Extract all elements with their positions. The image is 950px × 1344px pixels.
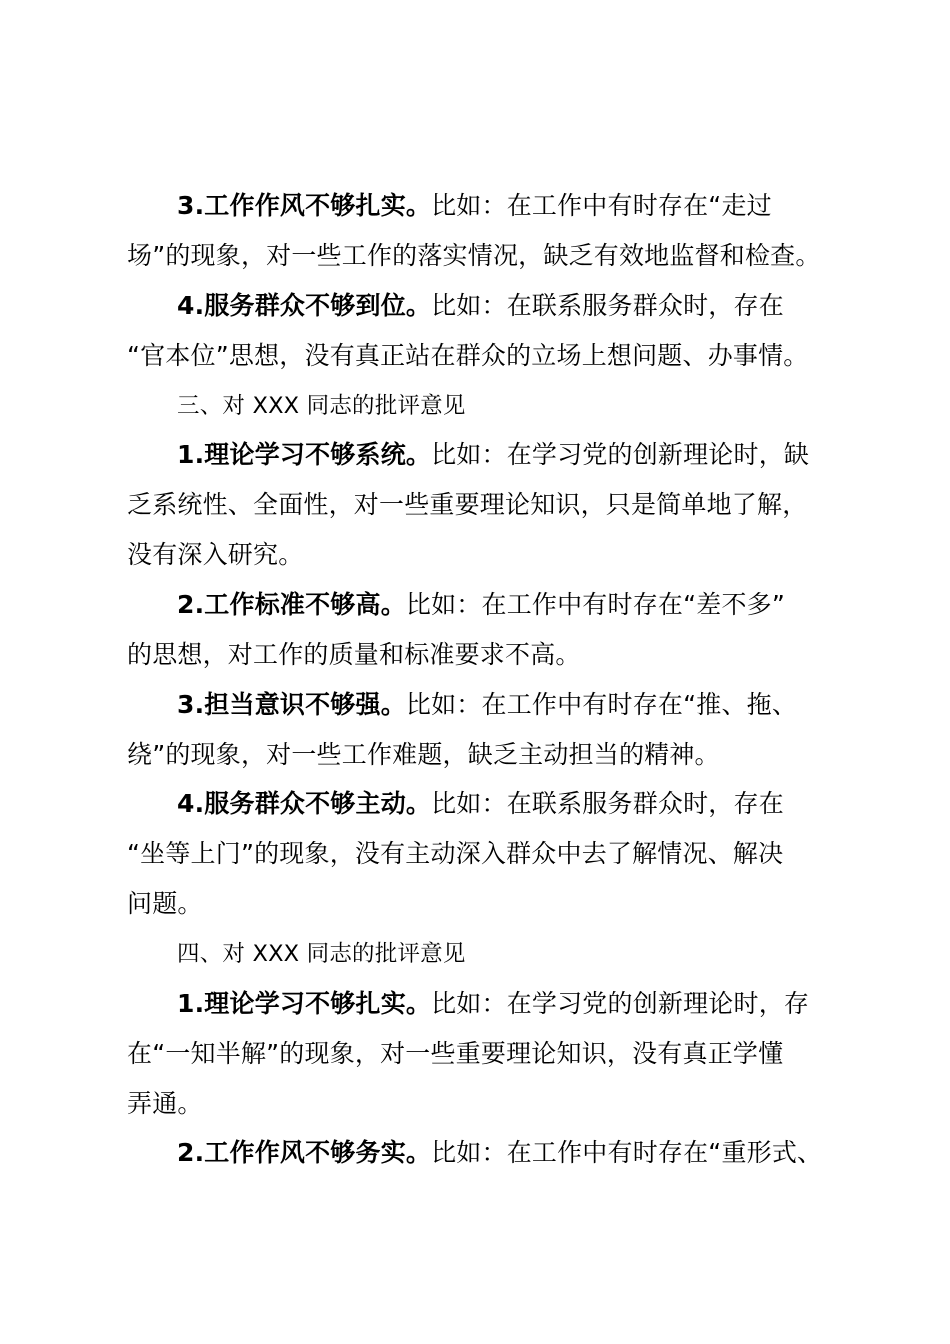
paragraph-line-18 (127, 1029, 783, 1079)
line-text: 弄通。 (127, 1089, 203, 1118)
line-text: 比如：在联系服务群众时，存在 (431, 291, 784, 320)
line-text: 场”的现象，对一些工作的落实情况，缺乏有效地监督和检查。 (127, 241, 821, 270)
line-text: “官本位”思想，没有真正站在群众的立场上想问题、办事情。 (127, 341, 809, 370)
item-heading: 1.理论学习不够扎实。 (177, 989, 432, 1018)
paragraph-line-6 (177, 430, 809, 480)
item-heading: 1.理论学习不够系统。 (177, 440, 432, 469)
line-text: 问题。 (127, 889, 203, 918)
paragraph-line-12 (127, 730, 720, 780)
paragraph-line-19 (127, 1079, 203, 1129)
line-text: 比如：在联系服务群众时，存在 (431, 789, 784, 818)
paragraph-line-2 (127, 231, 821, 281)
paragraph-line-9 (177, 580, 785, 630)
paragraph-line-20 (177, 1128, 822, 1178)
paragraph-line-13 (177, 779, 784, 829)
item-heading: 4.服务群众不够主动。 (177, 789, 432, 818)
line-text: 乏系统性、全面性，对一些重要理论知识，只是简单地了解， (127, 490, 808, 519)
line-text: 比如：在工作中有时存在“差不多” (405, 590, 786, 619)
paragraph-line-7 (127, 480, 807, 530)
section-title: 四、对 XXX 同志的批评意见 (177, 941, 466, 967)
paragraph-line-4 (127, 331, 809, 381)
line-text: 比如：在工作中有时存在“推、拖、 (405, 690, 798, 719)
section-heading-4 (177, 929, 466, 979)
line-text: “坐等上门”的现象，没有主动深入群众中去了解情况、解决 (127, 839, 784, 868)
item-heading: 2.工作作风不够务实。 (177, 1138, 432, 1167)
paragraph-line-1 (177, 181, 772, 231)
line-text: 比如：在学习党的创新理论时，缺 (431, 440, 810, 469)
item-heading: 4.服务群众不够到位。 (177, 291, 432, 320)
paragraph-line-11 (177, 680, 797, 730)
item-heading: 3.担当意识不够强。 (177, 690, 406, 719)
paragraph-line-17 (177, 979, 809, 1029)
line-text: 的思想，对工作的质量和标准要求不高。 (127, 640, 581, 669)
line-text: 比如：在工作中有时存在“重形式、 (431, 1138, 823, 1167)
paragraph-line-10 (127, 630, 581, 680)
line-text: 比如：在学习党的创新理论时，存 (431, 989, 810, 1018)
item-heading: 3.工作作风不够扎实。 (177, 191, 432, 220)
paragraph-line-14 (127, 829, 783, 879)
paragraph-line-8 (127, 530, 303, 580)
line-text: 没有深入研究。 (127, 540, 304, 569)
line-text: 比如：在工作中有时存在“走过 (431, 191, 772, 220)
line-text: 在“一知半解”的现象，对一些重要理论知识，没有真正学懂 (127, 1039, 784, 1068)
section-heading-3 (177, 381, 466, 431)
item-heading: 2.工作标准不够高。 (177, 590, 406, 619)
paragraph-line-3 (177, 281, 784, 331)
paragraph-line-15 (127, 879, 203, 929)
line-text: 绕”的现象，对一些工作难题，缺乏主动担当的精神。 (127, 740, 720, 769)
section-title: 三、对 XXX 同志的批评意见 (177, 393, 466, 419)
